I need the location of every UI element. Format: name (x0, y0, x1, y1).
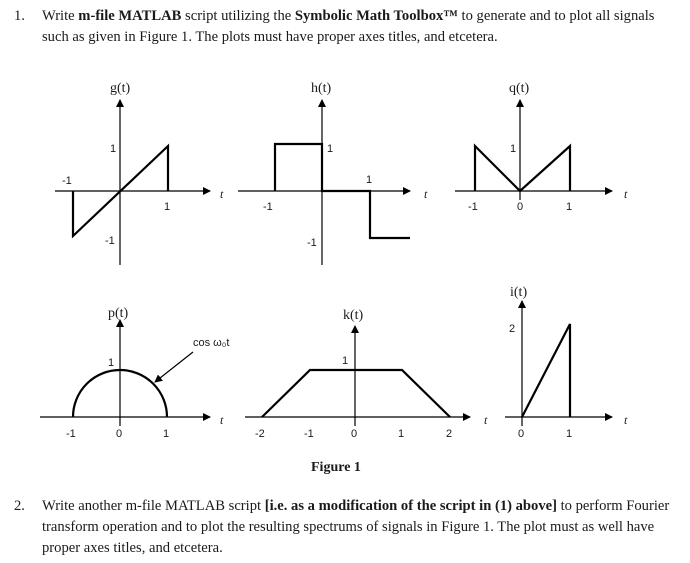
question-1 (14, 6, 674, 48)
figure-caption: Figure 1 (311, 460, 361, 475)
q1-bold-toolbox: Symbolic Math Toolbox™ (294, 8, 458, 24)
i-tick-2-y: 2 (509, 323, 516, 335)
p-tick-0-x: 0 (116, 428, 123, 440)
k-name-label: k(t) (343, 308, 364, 323)
q2-bold-modification: [i.e. as a modification of the script in (1) above] (264, 498, 557, 514)
question-1-text (42, 6, 674, 48)
p-annotation-arrow (155, 352, 193, 382)
q2-text-part: to perform Fourier transform operation and to plot the resulting spectrums of signals in Figure 1. The plot must as well have proper axes titles, and etcetera. (42, 498, 670, 556)
h-tick-neg1-x: -1 (263, 201, 273, 213)
q1-text-part: script utilizing the (181, 8, 295, 24)
q1-bold-mfile: m-file MATLAB (78, 8, 182, 24)
plot-q (455, 81, 628, 213)
h-time-label: t (424, 187, 428, 201)
q-tick-1-y: 1 (510, 143, 517, 155)
k-tick-2-x: 2 (446, 428, 453, 440)
p-annotation: cos ω₀t (193, 337, 230, 349)
h-name-label: h(t) (311, 81, 332, 96)
plot-p (40, 306, 229, 440)
k-tick-1-y: 1 (342, 355, 349, 367)
question-2-text (42, 496, 674, 559)
plot-k (245, 308, 488, 440)
g-tick-1-y: 1 (110, 143, 117, 155)
q-tick-0-x: 0 (517, 201, 524, 213)
p-tick-neg1-x: -1 (66, 428, 76, 440)
p-name-label: p(t) (108, 306, 129, 321)
q-tick-neg1-x: -1 (468, 201, 478, 213)
p-time-label: t (220, 413, 224, 427)
k-signal (262, 370, 450, 417)
i-tick-0-x: 0 (518, 428, 525, 440)
h-tick-1-y: 1 (327, 143, 334, 155)
i-name-label: i(t) (510, 285, 528, 300)
g-name-label: g(t) (110, 81, 131, 96)
g-time-label: t (220, 187, 224, 201)
g-tick-neg1-y: -1 (105, 235, 115, 247)
h-tick-neg1-y: -1 (307, 237, 317, 249)
k-tick-1-x: 1 (398, 428, 405, 440)
k-tick-neg1-x: -1 (304, 428, 314, 440)
question-2 (14, 496, 674, 559)
q-name-label: q(t) (509, 81, 530, 96)
q-time-label: t (624, 187, 628, 201)
i-signal (522, 324, 570, 417)
g-tick-neg1-x: -1 (62, 175, 72, 187)
plot-g (55, 81, 224, 265)
k-tick-0-x: 0 (351, 428, 358, 440)
i-tick-1-x: 1 (566, 428, 573, 440)
plot-h (238, 81, 428, 265)
q1-text-part: Write (42, 8, 79, 24)
k-time-label: t (484, 413, 488, 427)
plot-i (505, 285, 628, 440)
q2-text-part: Write another m-file MATLAB script (42, 498, 265, 514)
q-signal (475, 146, 570, 191)
figure-1 (0, 60, 690, 480)
g-tick-1-x: 1 (164, 201, 171, 213)
i-time-label: t (624, 413, 628, 427)
question-2-number: 2. (14, 498, 25, 514)
p-tick-1-x: 1 (163, 428, 170, 440)
p-tick-1-y: 1 (108, 357, 115, 369)
q-tick-1-x: 1 (566, 201, 573, 213)
question-1-number: 1. (14, 8, 25, 24)
k-tick-neg2-x: -2 (255, 428, 265, 440)
h-tick-1-x: 1 (366, 174, 373, 186)
q1-text-part: to generate and to plot all signals such as given in Figure 1. The plots must have proper axes titles, and etcetera. (42, 8, 655, 45)
